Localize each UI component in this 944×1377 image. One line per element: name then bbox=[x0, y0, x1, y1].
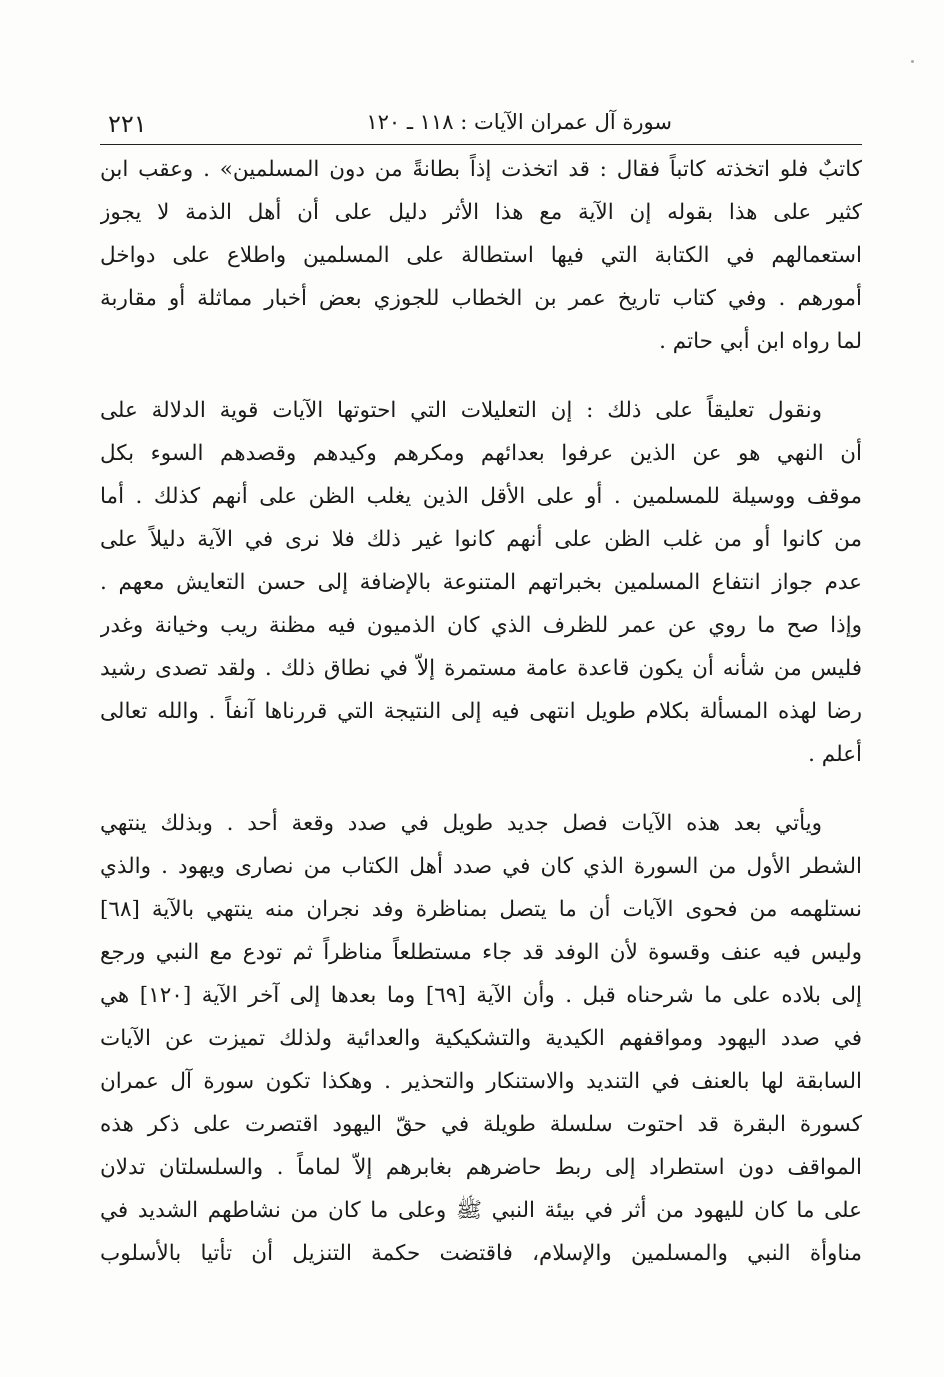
text-line: المواقف دون استطراد إلى ربط حاضرهم بغابرهم إلاّ لماماً . والسلسلتان تدلان bbox=[100, 1155, 862, 1180]
text-line: وليس فيه عنف وقسوة لأن الوفد قد جاء مستطلعاً مناظراً ثم تودع مع النبي ورجع bbox=[100, 940, 862, 965]
text-line: فليس من شأنه أن يكون قاعدة عامة مستمرة إلاّ في نطاق ذلك . ولقد تصدى رشيد bbox=[100, 656, 862, 681]
text-line: نستلهمه من فحوى الآيات أن ما يتصل بمناظرة وفد نجران منه ينتهي بالآية [٦٨] bbox=[100, 897, 862, 922]
text-line: أن النهي هو عن الذين عرفوا بعدائهم ومكرهم وكيدهم وقصدهم السوء بكل bbox=[100, 441, 862, 466]
text-line: ونقول تعليقاً على ذلك : إن التعليلات التي احتوتها الآيات قوية الدلالة على bbox=[100, 398, 822, 423]
text-line: على ما كان لليهود من أثر في بيئة النبي ﷺ وعلى ما كان من نشاطهم الشديد في bbox=[100, 1198, 862, 1223]
text-line: وإذا صح ما روي عن عمر للظرف الذي كان الذميون فيه مظنة ريب وخيانة وغدر bbox=[100, 613, 862, 638]
text-line: استعمالهم في الكتابة التي فيها استطالة على المسلمين واطلاع على دواخل bbox=[100, 243, 862, 268]
text-line: لما رواه ابن أبي حاتم . bbox=[659, 329, 862, 354]
text-line: ويأتي بعد هذه الآيات فصل جديد طويل في صدد وقعة أحد . وبذلك ينتهي bbox=[100, 811, 822, 836]
text-line: مناوأة النبي والمسلمين والإسلام، فاقتضت حكمة التنزيل أن تأتيا بالأسلوب bbox=[100, 1241, 862, 1266]
paragraph-gap bbox=[100, 776, 862, 802]
text-line: في صدد اليهود ومواقفهم الكيدية والتشكيكية والعدائية ولذلك تميزت عن الآيات bbox=[100, 1026, 862, 1051]
margin-speck bbox=[911, 60, 914, 63]
page-header bbox=[100, 106, 862, 145]
paragraph-gap bbox=[100, 363, 862, 389]
text-line: موقف ووسيلة للمسلمين . أو على الأقل الذين يغلب الظن على أنهم كذلك . أما bbox=[100, 484, 862, 509]
text-line: أعلم . bbox=[808, 742, 862, 767]
page-body bbox=[100, 148, 862, 1275]
text-line: من كانوا أو من غلب الظن على أنهم كانوا غير ذلك فلا نرى في الآية دليلاً على bbox=[100, 527, 862, 552]
text-line: الشطر الأول من السورة الذي كان في صدد أهل الكتاب من نصارى ويهود . والذي bbox=[100, 854, 862, 879]
text-line: أمورهم . وفي كتاب تاريخ عمر بن الخطاب للجوزي بعض أخبار مماثلة أو مقاربة bbox=[100, 286, 862, 311]
text-line: كثير على هذا بقوله إن الآية مع هذا الأثر دليل على أن أهل الذمة لا يجوز bbox=[100, 200, 862, 225]
text-line: كسورة البقرة قد احتوت سلسلة طويلة في حقّ اليهود اقتصرت على ذكر هذه bbox=[100, 1112, 862, 1137]
text-line: كاتبٌ فلو اتخذته كاتباً فقال : قد اتخذت إذاً بطانةً من دون المسلمين» . وعقب ابن bbox=[100, 157, 862, 182]
page-number: ٢٢١ bbox=[108, 110, 147, 138]
text-line: إلى بلاده على ما شرحناه قبل . وأن الآية [٦٩] وما بعدها إلى آخر الآية [١٢٠] هي bbox=[100, 983, 862, 1008]
running-title: سورة آل عمران الآيات : ١١٨ ـ ١٢٠ bbox=[366, 110, 672, 134]
paragraph-1 bbox=[100, 148, 862, 363]
text-line: عدم جواز انتفاع المسلمين بخبراتهم المتنوعة بالإضافة إلى حسن التعايش معهم . bbox=[100, 570, 862, 595]
paragraph-3 bbox=[100, 802, 862, 1275]
paragraph-2 bbox=[100, 389, 862, 776]
text-line: رضا لهذه المسألة بكلام طويل انتهى فيه إلى النتيجة التي قررناها آنفاً . والله تعالى bbox=[100, 699, 862, 724]
text-line: السابقة لها بالعنف في التنديد والاستنكار والتحذير . وهكذا تكون سورة آل عمران bbox=[100, 1069, 862, 1094]
